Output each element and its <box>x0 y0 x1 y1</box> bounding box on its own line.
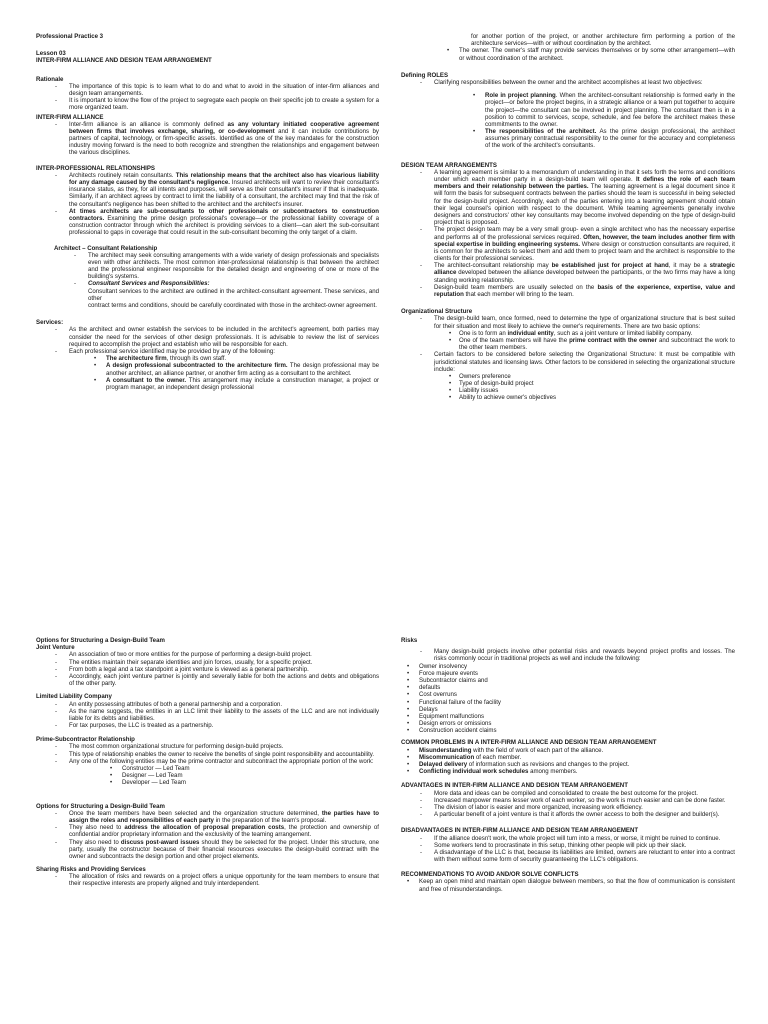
text: They also need to <box>69 824 125 832</box>
options2-heading: Options for Structuring a Design-Build Team <box>36 802 165 810</box>
problems-list <box>401 747 735 776</box>
roles-sublist <box>381 92 735 150</box>
list-item: - Accordingly, each joint venture partner is jointly and severally liable for both the actions and debts and obligations of the other party. <box>36 673 379 687</box>
text: The design professional may be another architect, an alliance partner, or another firm acting as a consultant to the architect. <box>106 362 379 377</box>
list-item: - Increased manpower means lesser work of each worker, so the work is much easier and can be done faster. <box>401 797 735 804</box>
list-item: • Owners preference <box>399 373 735 380</box>
list-item: - From both a legal and a tax standpoint a joint venture is viewed as a general partnership. <box>36 666 379 673</box>
emphasis: the parties have to assign the roles and responsibilities of each party <box>69 809 379 824</box>
list-item: • Cost overruns <box>401 691 735 698</box>
list-item <box>36 121 379 157</box>
list-item <box>36 208 379 237</box>
list-item: • defaults <box>401 684 735 691</box>
emphasis: strategic alliance <box>434 262 736 277</box>
emphasis: Conflicting individual work schedules <box>419 768 529 776</box>
emphasis: as any voluntary initiated cooperative agreement between firms that involves exchange, sharing, or co-development <box>69 120 379 135</box>
text: One is to form an <box>459 329 508 337</box>
llc-heading: Limited Liability Company <box>36 693 112 701</box>
jv-heading: Joint Venture <box>36 644 75 652</box>
rationale-list <box>36 83 379 112</box>
jv-list <box>36 651 379 687</box>
llc-list <box>36 701 379 730</box>
emphasis: This relationship means that the architect also has vicarious liability for any damage caused by the consultant's negligence. <box>69 171 379 186</box>
list-item: - The allocation of risks and rewards on a project offers a unique opportunity for the team members to ensure that their respective interests are properly aligned and truly interdependent. <box>36 873 379 887</box>
list-item <box>36 824 379 838</box>
dta-list <box>401 169 735 298</box>
list-item: • Design errors or omissions <box>401 720 735 727</box>
list-item: • Type of design-build project <box>399 380 735 387</box>
risks-heading: Risks <box>401 637 418 644</box>
text: of each member. <box>474 753 522 761</box>
teams-list <box>52 765 379 787</box>
text: of information such as revisions and changes to the project. <box>467 761 630 768</box>
lesson-title: INTER-FIRM ALLIANCE AND DESIGN TEAM ARRANGEMENT <box>36 57 212 65</box>
list-item <box>401 226 735 262</box>
subheading: Consultant Services and Responsibilities: <box>88 280 210 288</box>
list-item: - Any one of the following entities may be the prime contractor and subcontract the appropriate portion of the work: <box>36 758 379 765</box>
text: developed between the alliance developed between the participants, or the two firms may have a long standing working relationship. <box>434 269 735 284</box>
org-factors <box>399 373 735 402</box>
top-right-column <box>401 33 735 402</box>
list-item: • Ability to achieve owner's objectives <box>399 394 735 401</box>
text: Inter-firm alliance is an alliance is commonly defined <box>69 120 228 128</box>
list-item: - A disadvantage of the LLC is that, because its liabilities are limited, owners are reluctant to enter into a contract with them without some form of security guaranteeing the LLC's obligations. <box>401 849 735 863</box>
list-item: • Subcontractor claims and <box>401 677 735 684</box>
arch-consult-heading: Architect – Consultant Relationship <box>54 244 158 252</box>
list-item <box>401 768 735 775</box>
text: Architects routinely retain consultants. <box>69 171 176 179</box>
list-item: - Clarifying responsibilities between the owner and the architect accomplishes at least two objectives: <box>401 79 735 86</box>
psr-list <box>36 743 379 765</box>
list-item: • Constructor — Led Team <box>52 765 379 772</box>
risks-items <box>401 663 735 735</box>
list-item <box>36 839 379 861</box>
emphasis: basis of the experience, expertise, value and reputation <box>434 283 735 298</box>
emphasis: prime contract with the owner <box>569 336 657 344</box>
list-item: • Delays <box>401 706 735 713</box>
arch-consult-list <box>36 252 379 310</box>
text: This arrangement may include a construction manager, a project or program manager, an independent design professional <box>106 376 379 391</box>
bottom-left-column <box>36 637 379 888</box>
problems-heading: COMMON PROBLEMS IN A INTER-FIRM ALLIANCE AND DESIGN TEAM ARRANGEMENT <box>401 739 657 747</box>
text: that each member will bring to the team. <box>463 291 574 298</box>
list-item: • Construction accident claims <box>401 727 735 734</box>
text: with the field of work of each part of the alliance. <box>471 746 604 754</box>
lesson-number: Lesson 03 <box>36 50 66 58</box>
list-item: - It is important to know the flow of the project to segregate each people on their specific job to create a system for a more organized team. <box>36 97 379 111</box>
advantages-heading: ADVANTAGES IN INTER-FIRM ALLIANCE AND DESIGN TEAM ARRANGEMENT <box>401 782 628 790</box>
list-item: - More data and ideas can be compiled and consolidated to create the best outcome for the project. <box>401 790 735 797</box>
org-list <box>401 315 735 329</box>
list-item: - Many design-build projects involve other potential risks and rewards beyond project profits and losses. The risks commonly occur in traditional projects as well and include the following: <box>401 648 735 662</box>
emphasis: The architecture firm <box>106 355 167 363</box>
list-item: - The design-build team, once formed, need to determine the type of organizational structure that is best suited for their situation and most likely to achieve the owner's requirements. There are two basic options: <box>401 315 735 329</box>
text: One of the team members will have the <box>459 336 570 344</box>
org-options <box>399 330 735 352</box>
text: Consultant services to the architect are outlined in the architect-consultant agreement. These services, and other <box>88 287 379 302</box>
top-left-column <box>36 33 379 391</box>
list-item: • Keep an open mind and maintain open dialogue between members, so that the flow of communication is consistent and free of misunderstandings. <box>401 878 735 892</box>
text: The architect-consultant relationship may <box>434 262 552 270</box>
sharing-list <box>36 873 379 887</box>
list-item <box>36 172 379 208</box>
list-item <box>399 330 735 337</box>
list-item: - Certain factors to be considered before selecting the Organizational Structure: It must be compatible with jurisdictional statutes and licensing laws. Other factors to be considered in selecting the organizational structure include: <box>401 351 735 373</box>
list-item: - As the name suggests, the entities in an LLC limit their liability to the assets of the LLC and are not individually liable for its debts and liabilities. <box>36 708 379 722</box>
list-item <box>36 377 379 391</box>
inter-prof-heading: INTER-PROFESSIONAL RELATIONSHIPS <box>36 164 155 172</box>
list-item: - This type of relationship enables the owner to receive the benefits of single point responsibility and accountability. <box>36 751 379 758</box>
list-item: - An entity possessing attributes of both a general partnership and a corporation. <box>36 701 379 708</box>
dta-heading: DESIGN TEAM ARRANGEMENTS <box>401 161 497 169</box>
recommend-list <box>401 878 735 892</box>
text: contract terms and conditions, should be carefully coordinated with those in the architect-owner agreement. <box>88 302 377 309</box>
page-bottom <box>0 512 768 1024</box>
services-sublist <box>36 355 379 391</box>
text: Design-build team members are usually selected on the <box>434 283 598 291</box>
continued-list <box>389 47 735 61</box>
list-item: • Owner insolvency <box>401 663 735 670</box>
emphasis: address the allocation of proposal preparation costs <box>124 824 285 832</box>
emphasis: individual entity <box>507 329 554 337</box>
emphasis: Often, however, the team includes another firm with special expertise in building engineering systems. <box>434 233 735 248</box>
text: in the preparation of the team's proposal. <box>213 816 327 824</box>
list-item <box>401 754 735 761</box>
emphasis: The responsibilities of the architect. <box>485 128 597 136</box>
text: among members. <box>528 768 578 776</box>
text: The project design team may be a very small group- even a single architect who has the necessary expertise and performs all of the professional services required. <box>434 226 735 241</box>
continued-text: for another portion of the project, or another architecture firm performing a portion of the architecture services—with or without coordination by the architect. <box>471 33 735 48</box>
org-heading: Organizational Structure <box>401 308 473 316</box>
list-item <box>401 169 735 227</box>
list-item: - For tax purposes, the LLC is treated as a partnership. <box>36 722 379 729</box>
services-heading: Services: <box>36 319 64 327</box>
emphasis: At times architects are sub-consultants to other professionals or subcontractors to construction contractors. <box>69 207 379 222</box>
list-item: - The entities maintain their separate identities and join forces, usually, for a specific project. <box>36 659 379 666</box>
list-item: - Each professional service identified may be provided by any of the following: <box>36 348 379 355</box>
list-item <box>401 761 735 768</box>
text: Insured architects will want to review their consultant's insurance status, as they, for all intents and purposes, will serve as their consultant's insurer if that is inadequate. Similarly, if an architect agrees by contract to limit the liability of a consultant, the architect may find that the risk of the consultant's negligence has been shifted to the architect and the architect's insurer. <box>69 179 379 208</box>
list-item <box>401 284 735 298</box>
inter-firm-heading: INTER-FIRM ALLIANCE <box>36 113 104 121</box>
sharing-heading: Sharing Risks and Providing Services <box>36 866 146 874</box>
emphasis: Delayed delivery <box>419 761 468 768</box>
bottom-right-column <box>401 637 735 893</box>
roles-list <box>401 79 735 86</box>
list-item: • The owner. The owner's staff may provide services themselves or by some other arrangement—with or without coordination of the architect. <box>389 47 735 61</box>
list-item <box>381 92 735 128</box>
risks-list <box>401 648 735 662</box>
recommend-heading: RECOMMENDATIONS TO AVOID AND/OR SOLVE CONFLICTS <box>401 871 579 879</box>
services-list <box>36 326 379 355</box>
text: , it may be a <box>668 262 710 270</box>
text: Once the team members have been selected and the organization structure determined, <box>69 809 322 817</box>
list-item: - An association of two or more entities for the purpose of performing a design-build project. <box>36 651 379 658</box>
course-header: Professional Practice 3 <box>36 33 104 40</box>
text: . When the architect-consultant relationship is formed early in the project—or before the project begins, in a strategic alliance or a team put together to acquire the project—the consultant can be involved in project planning. The consultant then is in a position to commit to services, scope, schedule, and fee before the architect makes these commitments to the owner. <box>485 92 735 128</box>
list-item: • Functional failure of the facility <box>401 699 735 706</box>
emphasis: A design professional subcontracted to the architecture firm. <box>106 362 288 370</box>
list-item: • Equipment malfunctions <box>401 713 735 720</box>
list-item <box>399 337 735 351</box>
list-item <box>36 280 379 309</box>
org-list-2 <box>401 351 735 373</box>
list-item: - The most common organizational structure for performing design-build projects. <box>36 743 379 750</box>
text: A teaming agreement is similar to a memorandum of understanding in that it sets forth the terms and conditions under which each member party in a design-build team will operate. <box>434 168 735 183</box>
psr-heading: Prime-Subcontractor Relationship <box>36 736 135 744</box>
text: , the protection and ownership of confidential and/or proprietary information and the exclusivity of the teaming arrangement. <box>69 824 379 839</box>
text: As the prime design professional, the architect assumes primary contractual responsibility to the owner for the accuracy and completeness of the work of the architect's consultants. <box>485 128 735 150</box>
list-item: - As the architect and owner establish the services to be included in the architect's agreement, both parties may consider the need for the services of other design professionals. It is advisable to review the list of services required to accomplish the project and establish who will be responsible for each. <box>36 326 379 348</box>
list-item: - Some workers tend to procrastinate in this setup, thinking other people will pick up their slack. <box>401 842 735 849</box>
emphasis: discuss post-award issues <box>120 838 200 846</box>
list-item <box>36 810 379 824</box>
text: and subcontract the work to the other team members. <box>459 336 735 352</box>
inter-prof-list <box>36 172 379 237</box>
text: Where design or construction consultants are required, it is common for the architects to select them and add them to project team and the architect is responsible to the clients for their professional services. <box>434 240 735 263</box>
options2-list <box>36 810 379 860</box>
emphasis: Role in project planning <box>485 92 556 100</box>
text: They also need to <box>69 838 121 846</box>
text: The teaming agreement is a legal document since it will form the basis for subsequent contracts between the parties should the team is successful in being selected for the design-build project. Accordingly, each of the parties entering into a teaming agreement should obtain their legal counsel's opinion with respect to the document. While teaming agreements generally involve designers and constructors' other key consultants may become involved depending on the type of design-build project that is proposed. <box>434 183 735 227</box>
list-item: • Designer — Led Team <box>52 772 379 779</box>
text: , such as a joint venture or limited liability company. <box>553 329 693 337</box>
list-item: - The division of labor is easier and more organized, increasing work efficiency. <box>401 804 735 811</box>
list-item <box>401 262 735 284</box>
emphasis: It defines the role of each team members and their relationship between the parties. <box>434 176 735 191</box>
list-item: - A particular benefit of a joint venture is that it affords the owner access to both the designer and builder(s). <box>401 811 735 818</box>
list-item: - The architect may seek consulting arrangements with a wide variety of design professionals and specialists even with other architects. The most common inter-professional relationship is that between the architect and the professional engineer responsible for the detailed design and engineering of one or more of the building's systems. <box>36 252 379 281</box>
text: should they be selected for the project. Under this structure, one party, usually the constructor because of their financial resources executes the design-build contract with the owner and subcontracts the design portion and other project elements. <box>69 838 379 860</box>
roles-heading: Defining ROLES <box>401 71 449 79</box>
advantages-list <box>401 790 735 819</box>
emphasis: Misunderstanding <box>419 746 472 754</box>
text: , through its own staff. <box>166 355 227 363</box>
emphasis: Miscommunication <box>419 753 475 761</box>
list-item <box>401 747 735 754</box>
disadvantages-list <box>401 835 735 864</box>
rationale-heading: Rationale <box>36 75 64 83</box>
text: and it can include contributions by partners of capital, technology, or firm-specific assets. Identified as one of the key mandates for the construction industry moving forward is the need to both recognize and strengthen the relationships and engagement between the various disciplines. <box>69 127 379 157</box>
emphasis: A consultant to the owner. <box>106 376 187 384</box>
list-item: • Liability issues <box>399 387 735 394</box>
list-item: • Force majeure events <box>401 670 735 677</box>
list-item: • Developer — Led Team <box>52 779 379 786</box>
text: Examining the prime design professional's coverage—or the professional liability coverage of a construction contractor through which the architect is providing services to a client—can alert the sub-consultant professional to gaps in coverage that could result in the sub-consultant becoming the only target of a claim. <box>69 214 379 237</box>
list-item <box>36 355 379 362</box>
emphasis: be established just for project at hand <box>551 262 669 270</box>
options-heading: Options for Structuring a Design-Build Team <box>36 637 165 644</box>
list-item <box>36 362 379 376</box>
disadvantages-heading: DISADVANTAGES IN INTER-FIRM ALLIANCE AND DESIGN TEAM ARRANGEMENT <box>401 827 639 835</box>
list-item: - The importance of this topic is to learn what to do and what to avoid in the situation of inter-firm alliances and design team arrangements. <box>36 83 379 97</box>
inter-firm-list <box>36 121 379 157</box>
list-item: - If the alliance doesn't work, the whole project will turn into a mess, or worse, it might be ruined to continue. <box>401 835 735 842</box>
list-item <box>381 128 735 150</box>
